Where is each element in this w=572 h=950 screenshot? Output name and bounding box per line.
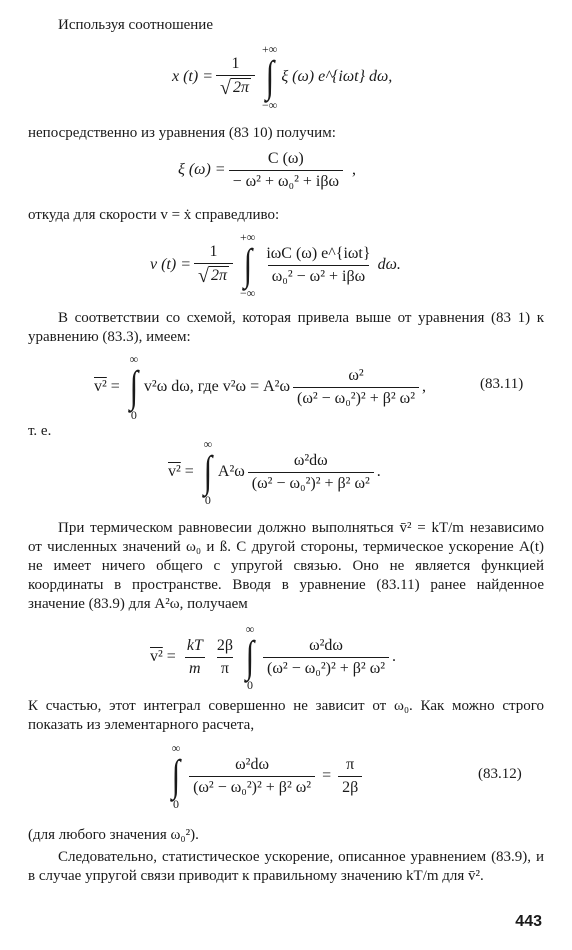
eq5-lhs: v² — [168, 463, 181, 480]
eq4-fraction — [293, 367, 419, 408]
eq3-integrand-denominator: ω₀² − ω² + iβω — [268, 265, 369, 286]
eq3-integral: +∞ ∫ −∞ — [240, 230, 256, 300]
eq3-lower-limit: −∞ — [240, 286, 256, 300]
eq7-pi: π — [346, 755, 355, 773]
eq7-2beta: 2β — [338, 776, 362, 797]
eq7-upper-limit: ∞ — [171, 741, 181, 755]
eq4-lower-limit: 0 — [130, 408, 137, 422]
eq1-denominator: √ 2π — [216, 75, 255, 99]
eq7-integral: ∞ ∫ 0 — [171, 741, 181, 811]
eq3-denominator: √ 2π — [194, 263, 233, 287]
paragraph-scheme: В соответствии со схемой, которая привела выше от уравнения (83 1) к уравнению (83.3), имеем: — [28, 310, 544, 345]
paragraph-fortunately: К счастью, этот интеграл совершенно не зависит от ω₀. Как можно строго показать из элементарного расчета, — [28, 698, 544, 733]
eq4-numerator: ω² — [348, 366, 364, 384]
eq6-kt: kT — [186, 636, 203, 654]
eq6-2beta: 2β — [216, 636, 233, 654]
eq6-upper-limit: ∞ — [245, 622, 255, 636]
eq3-numerator: 1 — [209, 243, 218, 260]
eq3-lhs: v (t) = — [150, 256, 191, 273]
eq6-m: m — [185, 657, 205, 678]
eq3-integrand-fraction — [262, 245, 374, 286]
eq1-fraction — [216, 55, 255, 99]
eq1-lower-limit: −∞ — [262, 98, 278, 112]
eq5-denominator: (ω² − ω₀²)² + β² ω² — [248, 472, 374, 493]
eq6-fraction-2beta-pi — [213, 637, 237, 678]
eq5-tail: . — [376, 463, 381, 480]
eq2-numerator: C (ω) — [267, 149, 304, 167]
eq4-upper-limit: ∞ — [129, 352, 139, 366]
eq4-lhs: v² — [94, 378, 107, 395]
eq1-integral: +∞ ∫ −∞ — [262, 42, 278, 112]
eq1-numerator: 1 — [231, 55, 240, 72]
eq7-result — [338, 756, 362, 797]
eq5-fraction — [248, 452, 374, 493]
text-any-value: (для любого значения ω₀²). — [28, 827, 199, 843]
paragraph-conclusion: Следовательно, статистическое ускорение, описанное уравнением (83.9), и в случае упругой связи приводит к правильному значению kT/m для v̄². — [28, 849, 544, 884]
equation-v-of-t — [150, 230, 401, 300]
eq6-fraction-kt-m — [183, 637, 207, 678]
eq3-integrand-numerator: iωC (ω) e^{iωt} — [266, 244, 371, 262]
eq6-numerator: ω²dω — [309, 636, 343, 654]
eq2-lhs: ξ (ω) = — [178, 161, 226, 178]
equation-xi: ξ (ω) = $\frac{C (\omega)}{\text{− ω² + ω₀² + iβω}}$ , — [178, 149, 357, 190]
equation-83-11: v² = ∞ ∫ 0 v²ω dω, где v²ω = A²ω $\frac{\text{ω²}}{\text{(ω² − ω₀²)² + β² ω²}}$ , — [94, 352, 426, 422]
eq5-upper-limit: ∞ — [203, 437, 213, 451]
text-velocity: откуда для скорости v = ẋ справедливо: — [28, 207, 280, 223]
eq6-denominator: (ω² − ω₀²)² + β² ω² — [263, 657, 389, 678]
eq2-fraction — [229, 150, 343, 191]
equation-x-of-t — [172, 42, 392, 112]
equation-v2-kt-m: v² = $\frac{kT}{m}$ $\frac{2\beta}{\pi}$ ∞ ∫ 0 $\frac{\text{ω²dω}}{\text{(ω² − ω₀²)² + β² ω²}}$ . — [150, 622, 397, 692]
equation-number-83-12: (83.12) — [478, 766, 522, 782]
paragraph-equilibrium: При термическом равновесии должно выполняться v̄² = kT/m независимо от численных значений ω₀ и ß. С другой стороны, термическое ускорение A(t) не имеет ничего общего с упругой связью. Оно не является функцией координаты в пространстве. Вводя в уравнение (83.11) ранее найденное значение (83.9) для A²ω, получаем — [28, 520, 544, 612]
eq2-denominator: − ω² + ω₀² + iβω — [229, 170, 343, 191]
equation-v2-integral: v² = ∞ ∫ 0 A²ω $\frac{\text{ω²dω}}{\text{(ω² − ω₀²)² + β² ω²}}$ . — [168, 437, 381, 507]
eq7-numerator: ω²dω — [235, 755, 269, 773]
eq3-fraction — [194, 243, 233, 287]
eq6-lhs: v² — [150, 648, 163, 665]
eq5-numerator: ω²dω — [293, 451, 328, 469]
eq5-lower-limit: 0 — [204, 493, 211, 507]
eq4-body: v²ω dω, где v²ω = A²ω — [143, 378, 290, 395]
eq4-tail: , — [422, 378, 426, 395]
eq4-integral: ∞ ∫ 0 — [129, 352, 139, 422]
equation-number-83-11: (83.11) — [480, 376, 524, 392]
intro-text: Используя соотношение — [58, 17, 213, 33]
text-from-equation: непосредственно из уравнения (83 10) получим: — [28, 125, 336, 141]
eq1-integrand: ξ (ω) e^{iωt} dω, — [281, 68, 393, 85]
eq6-fraction — [263, 637, 389, 678]
eq7-lower-limit: 0 — [173, 797, 180, 811]
eq1-upper-limit: +∞ — [262, 42, 278, 56]
text-te: т. е. — [28, 423, 52, 439]
eq6-lower-limit: 0 — [247, 678, 253, 692]
eq5-integral: ∞ ∫ 0 — [203, 437, 213, 507]
page-number: 443 — [515, 913, 542, 930]
eq4-denominator: (ω² − ω₀²)² + β² ω² — [293, 387, 419, 408]
equation-83-12: ∞ ∫ 0 $\frac{\text{ω²dω}}{\text{(ω² − ω₀²)² + β² ω²}}$ = $\frac{\pi}{2\beta}$ — [166, 738, 365, 814]
eq1-lhs: x (t) = — [172, 68, 213, 85]
eq3-upper-limit: +∞ — [240, 230, 256, 244]
eq6-pi: π — [217, 657, 233, 678]
eq6-tail: . — [392, 648, 397, 665]
eq7-fraction — [189, 756, 315, 797]
eq3-tail: dω. — [377, 256, 401, 273]
eq6-integral: ∞ ∫ 0 — [245, 622, 255, 692]
eq5-body: A²ω — [217, 463, 245, 480]
eq7-denominator: (ω² − ω₀²)² + β² ω² — [189, 776, 315, 797]
